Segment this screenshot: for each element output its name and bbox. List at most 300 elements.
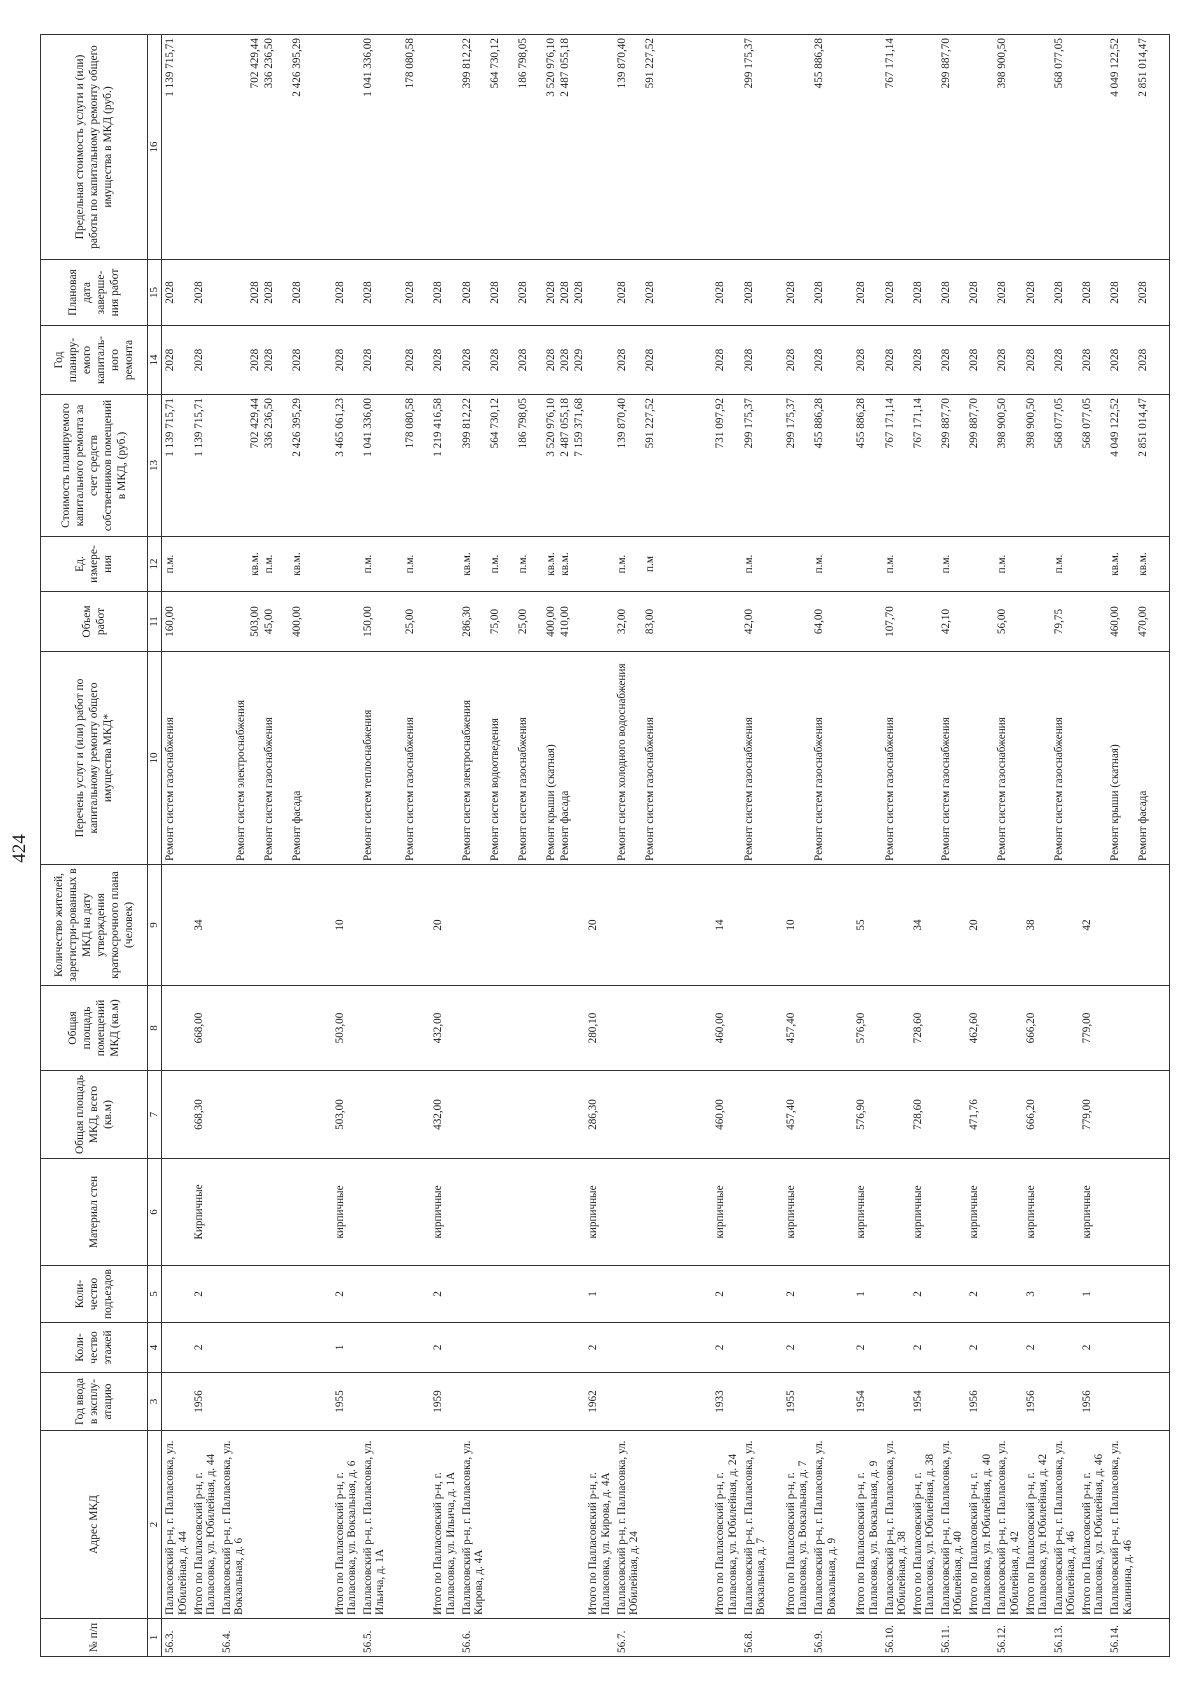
table-cell: 2028 [784,281,797,304]
repair-cost-column [162,395,1170,537]
residents-column [162,865,1170,986]
table-cell: 460,00 [1109,606,1122,637]
column-header: Перечень услуг и (или) работ по капитальному ремонту общего имущества МКД* [41,652,148,865]
table-cell: п.м. [996,554,1009,574]
table-cell: Палласовский р-н, г. Палласовка, ул. Юбилейная, д. 38 [883,1440,908,1615]
table-cell: 2 851 014,47 [1137,38,1150,97]
table-cell: 455 886,28 [855,398,868,449]
table-cell: Ремонт систем газоснабжения [164,717,177,861]
column-index: 10 [148,652,162,865]
table-cell: Ремонт систем газоснабжения [1052,717,1065,861]
table-cell: 767 171,14 [883,398,896,449]
table-cell: Ремонт систем газоснабжения [516,717,529,861]
table-cell: Итого по Палласовский р-н, г. Палласовка, ул. Юбилейная, д. 46 [1080,1453,1106,1615]
table-cell: 457,40 [784,1012,797,1044]
table-cell: 2028 [361,281,374,304]
table-cell: Итого по Палласовский р-н, г. Палласовка, ул. Юбилейная, д. 42 [1024,1453,1049,1615]
column-header: Количество жителей, зарегистри-рованных в МКД на дату утверждения краткосрочного плана (человек) [41,865,148,986]
table-cell: 2028 [488,348,501,372]
table-cell: 2 [432,1344,445,1351]
capital-repair-table [40,34,1170,1657]
table-cell: Палласовский р-н, г. Палласовка, ул. Кирова, д. 4А [460,1440,485,1615]
table-cell: 56.8. [742,1630,755,1653]
table-cell: 25,00 [404,608,417,635]
column-index-row [148,35,162,1657]
table-cell: 767 171,14 [883,38,896,89]
table-cell: 503,00 [333,1099,346,1130]
work-volume-column [162,592,1170,652]
table-cell: 4 049 122,52 [1109,38,1122,97]
table-cell: Ремонт систем газоснабжения [883,717,896,861]
column-index: 16 [148,35,162,260]
table-cell: 470,00 [1137,606,1150,637]
table-cell: кирпичные [968,1185,981,1239]
table-cell: 2028 [432,348,445,372]
table-cell: 460,00 [714,1099,727,1130]
table-cell: Итого по Палласовский р-н, г. Палласовка, ул. Вокзальная, д. 9 [855,1460,880,1615]
table-cell: 56.12. [996,1625,1009,1653]
table-cell: 1955 [333,1390,346,1413]
table-cell: 139 870,40 [615,398,628,449]
table-cell: 14 [714,919,727,931]
wall-material-column [162,1159,1170,1266]
table-cell: 779,00 [1080,1099,1093,1130]
table-cell: 45,00 [263,608,276,635]
table-cell: 186 798,05 [516,38,529,89]
table-cell: 56.7. [615,1630,628,1653]
table-cell: 2 [192,1344,205,1351]
table-cell: 2028 [192,281,205,304]
table-cell: 1 041 336,00 [361,398,374,457]
table-cell: 2 [1024,1344,1037,1351]
table-cell: 2028 [939,281,952,304]
table-cell: 2028 [883,281,896,304]
table-cell: 591 227,52 [643,38,656,89]
table-cell: Кирпичные [192,1184,205,1240]
table-cell: 2028 [615,281,628,304]
table-cell: 2028 [742,281,755,304]
table-cell: 280,10 [587,1012,600,1044]
table-cell: 2028 [643,348,656,372]
table-cell: 462,60 [968,1012,981,1044]
table-cell: 299 175,37 [784,398,797,449]
table-cell: 1 139 715,71 [164,398,177,457]
table-cell: 2028 [559,348,572,372]
column-index: 14 [148,326,162,395]
table-cell: кирпичные [432,1185,445,1239]
table-cell: 471,76 [968,1099,981,1130]
table-cell: кирпичные [333,1185,346,1239]
table-cell: Ремонт фасада [559,790,572,861]
table-cell: 2 [432,1291,445,1297]
table-cell: 1954 [911,1390,924,1413]
table-cell: 1 219 416,58 [432,398,445,457]
table-cell: 4 049 122,52 [1109,398,1122,457]
column-header: Год ввода в эксплу-атацию [41,1373,148,1431]
table-cell: 2028 [996,348,1009,372]
table-cell: 702 429,44 [249,38,261,89]
table-cell: 56.6. [460,1630,473,1653]
table-cell: 731 097,92 [714,398,727,449]
table-cell: 2028 [263,281,276,304]
table-cell: Ремонт систем газоснабжения [404,717,417,861]
table-cell: п.м. [488,554,501,574]
table-cell: 2028 [291,281,304,304]
floors-column [162,1323,1170,1373]
column-index: 12 [148,537,162,592]
table-cell: 2028 [813,348,825,372]
works-list-column [162,652,1170,865]
table-cell: 299 175,37 [742,38,755,89]
column-index: 15 [148,260,162,326]
table-cell: Ремонт систем газоснабжения [643,717,656,861]
table-cell: 2 851 014,47 [1137,398,1150,457]
table-cell: 668,00 [192,1012,205,1044]
table-cell: 1959 [432,1390,445,1413]
column-header: Адрес МКД [41,1431,148,1619]
table-cell: 2 487 055,18 [559,38,572,97]
table-cell: 2028 [164,348,177,372]
table-cell: 2 [855,1344,868,1351]
table-cell: п.м [643,556,656,572]
table-cell: 2028 [333,281,346,304]
table-cell: 2 426 395,29 [291,38,304,97]
table-cell: 150,00 [361,606,374,637]
page-number: 424 [9,834,30,863]
table-cell: Ремонт систем газоснабжения [996,717,1009,861]
table-cell: кв.м. [1109,552,1122,576]
table-cell: 564 730,12 [488,38,501,89]
table-cell: 398 900,50 [996,38,1009,89]
table-cell: 728,60 [911,1099,924,1130]
table-cell: 3 465 061,23 [333,398,346,457]
table-cell: 139 870,40 [615,38,628,89]
table-cell: 1954 [855,1390,868,1413]
column-header: № п/п [41,1619,148,1657]
max-cost-column [162,35,1170,260]
column-index: 9 [148,865,162,986]
table-cell: п.м. [883,554,896,574]
table-cell: п.м. [404,554,417,574]
table-cell: 2028 [404,281,417,304]
table-cell: 2028 [855,281,868,304]
table-cell: Итого по Палласовский р-н, г. Палласовка, ул. Юбилейная, д. 24 [714,1453,739,1615]
table-cell: 64,00 [813,608,825,635]
table-cell: 2028 [460,348,473,372]
column-header: Коли-чество подъездов [41,1266,148,1323]
table-cell: 1955 [784,1390,797,1413]
table-cell: 1956 [968,1390,981,1413]
table-cell: 2028 [968,281,981,304]
table-cell: кв.м. [291,552,304,576]
premises-area-column [162,986,1170,1071]
column-index: 7 [148,1071,162,1159]
table-cell: п.м. [516,554,529,574]
table-cell: 2028 [643,281,656,304]
table-cell: 160,00 [164,606,177,637]
column-index: 5 [148,1266,162,1323]
column-index: 6 [148,1159,162,1266]
table-cell: п.м. [361,554,374,574]
table-cell: 2 [968,1291,981,1297]
column-index: 13 [148,395,162,537]
table-cell: 399 812,22 [460,38,473,89]
table-cell: 728,60 [911,1012,924,1044]
table-cell: 2 [333,1291,346,1297]
table-cell: 299 887,70 [968,398,981,449]
table-cell: 3 [1024,1291,1037,1297]
table-cell: 2028 [361,348,374,372]
table-cell: Палласовский р-н, г. Палласовка, ул. Юбилейная, д. 42 [996,1440,1021,1615]
table-cell: 400,00 [545,606,558,637]
table-cell: Ремонт систем газоснабжения [263,717,276,861]
table-cell: кирпичные [784,1185,797,1239]
column-index: 1 [148,1619,162,1657]
table-cell: п.м. [263,554,276,574]
table-cell: Итого по Палласовский р-н, г. Палласовка, ул. Ильича, д. 1А [432,1471,457,1615]
table-cell: 2 426 395,29 [291,398,304,457]
table-cell: 398 900,50 [996,398,1009,449]
table-cell: 2028 [249,281,261,304]
table-cell: 2028 [1024,348,1037,372]
table-cell: 2028 [164,281,177,304]
table-cell: п.м. [813,554,825,574]
table-cell: 2028 [813,281,825,304]
table-cell: 56.4. [220,1630,233,1653]
table-cell: 2028 [939,348,952,372]
table-cell: 702 429,44 [249,398,261,449]
table-cell: 2 [911,1291,924,1297]
table-cell: Палласовский р-н, г. Палласовка, ул. Вокзальная, д. 9 [813,1440,838,1615]
table-cell: Итого по Палласовский р-н, г. Палласовка, ул. Кирова, д. 4А [587,1472,612,1615]
row-number-column [162,1619,1170,1657]
table-cell: 564 730,12 [488,398,501,449]
table-cell: 1956 [192,1390,205,1413]
table-cell: 2028 [192,348,205,372]
table-cell: 56.10. [883,1625,896,1653]
table-cell: 32,00 [615,608,628,635]
table-cell: 432,00 [432,1099,445,1130]
table-cell: Ремонт систем электроснабжения [460,700,473,861]
table-cell: 1933 [714,1390,727,1413]
unit-column [162,537,1170,592]
table-cell: 457,40 [784,1099,797,1130]
table-cell: 299 175,37 [742,398,755,449]
table-cell: Итого по Палласовский р-н, г. Палласовка, ул. Юбилейная, д. 40 [968,1453,993,1615]
table-cell: кирпичные [855,1185,868,1239]
table-cell: 42 [1080,919,1093,931]
table-cell: 2028 [559,281,572,304]
table-cell: 668,30 [192,1099,205,1130]
table-cell: кв.м. [249,552,261,576]
table-cell: 591 227,52 [643,398,656,449]
table-cell: 2028 [911,281,924,304]
table-cell: 1 [1080,1291,1093,1297]
table-cell: 2 [1080,1344,1093,1351]
table-cell: 2028 [488,281,501,304]
table-cell: 20 [587,919,600,931]
table-cell: 398 900,50 [1024,398,1037,449]
table-cell: 20 [968,919,981,931]
table-cell: 1 [587,1291,600,1297]
table-cell: 400,00 [291,606,304,637]
table-cell: 42,10 [939,608,952,635]
table-cell: кирпичные [714,1185,727,1239]
table-cell: кв.м. [460,552,473,576]
table-cell: Ремонт систем газоснабжения [813,717,825,861]
table-cell: 56.5. [361,1630,374,1653]
header-row [41,35,148,1657]
column-index: 2 [148,1431,162,1619]
table-cell: 2 [714,1344,727,1351]
table-cell: Палласовский р-н, г. Палласовка, ул. Юбилейная, д. 44 [164,1440,189,1615]
table-cell: 2028 [291,348,304,372]
table-cell: 2028 [249,348,261,372]
table-cell: 3 520 976,10 [545,398,558,457]
table-cell: Итого по Палласовский р-н, г. Палласовка, ул. Юбилейная, д. 44 [192,1453,218,1615]
table-cell: кв.м. [545,552,558,576]
table-cell: 2028 [615,348,628,372]
table-body-row [162,35,1170,1657]
table-cell: кирпичные [1024,1185,1037,1239]
total-area-column [162,1071,1170,1159]
table-cell: 2029 [573,348,586,372]
table-cell: Палласовский р-н, г. Палласовка, ул. Ильича, д. 1А [361,1440,387,1615]
column-header: Объем работ [41,592,148,652]
table-cell: 2028 [573,281,586,304]
table-cell: 2028 [432,281,445,304]
table-cell: Ремонт систем газоснабжения [939,717,952,861]
table-cell: Итого по Палласовский р-н, г. Палласовка, ул. Вокзальная, д. 6 [333,1460,359,1615]
table-cell: Ремонт систем теплоснабжения [361,709,374,861]
table-cell: Ремонт фасада [1137,790,1150,861]
table-cell: 1962 [587,1390,600,1413]
table-cell: кирпичные [587,1185,600,1239]
table-cell: 336 236,50 [263,398,276,449]
column-header: Стоимость планируемого капитального ремонта за счет средств собственников помещений в МКД, (руб.) [41,395,148,537]
table-cell: 2028 [968,348,981,372]
table-cell: 767 171,14 [911,398,924,449]
table-cell: 568 077,05 [1080,398,1093,449]
table-cell: 2028 [1109,348,1122,372]
table-cell: Ремонт систем электроснабжения [234,700,247,861]
table-cell: 10 [784,919,797,931]
entrances-column [162,1266,1170,1323]
table-cell: 2028 [333,348,346,372]
table-cell: 3 520 976,10 [545,38,558,97]
table-cell: 56,00 [996,608,1009,635]
table-cell: 38 [1024,919,1037,931]
table-cell: 576,90 [855,1099,868,1130]
table-cell: 56.14. [1109,1625,1122,1653]
table-cell: 2 [784,1291,797,1297]
table-cell: 576,90 [855,1012,868,1044]
table-cell: 10 [333,919,346,931]
column-index: 4 [148,1323,162,1373]
table-cell: 1 [855,1291,868,1297]
table-cell: Палласовский р-н, г. Палласовка, ул. Юбилейная, д. 46 [1052,1440,1078,1615]
column-header: Плановая дата заверше-ния работ [41,260,148,326]
table-cell: 42,00 [742,608,755,635]
table-cell: 2028 [1080,281,1093,304]
table-cell: 2 [911,1344,924,1351]
table-cell: 503,00 [333,1012,346,1044]
table-cell: 286,30 [587,1099,600,1130]
table-cell: 56.11. [939,1625,952,1653]
table-cell: 34 [911,919,924,931]
column-header: Предельная стоимость услуги и (или) работы по капитальному ремонту общего имущества в МКД (руб.) [41,35,148,260]
table-cell: 666,20 [1024,1012,1037,1044]
table-cell: 83,00 [643,608,656,635]
table-cell: 2028 [1080,348,1093,372]
column-header: Коли-чество этажей [41,1323,148,1373]
table-cell: 20 [432,919,445,931]
table-cell: Палласовский р-н, г. Палласовка, ул. Юбилейная, д. 40 [939,1440,965,1615]
table-cell: 56.3. [164,1630,177,1653]
table-cell: 299 887,70 [939,398,952,449]
table-cell: Палласовский р-н, г. Палласовка, ул. Вокзальная, д. 6 [220,1440,246,1615]
table-cell: 1956 [1080,1390,1093,1413]
table-cell: 286,30 [460,606,473,637]
table-cell: 568 077,05 [1052,398,1065,449]
table-cell: 2028 [996,281,1009,304]
table-cell: кв.м. [559,552,572,576]
table-cell: 2 [587,1344,600,1351]
completion-date-column [162,260,1170,326]
table-cell: 399 812,22 [460,398,473,449]
table-cell: 1 [333,1344,346,1351]
table-cell: 2028 [1137,281,1150,304]
table-cell: 2 [714,1291,727,1297]
table-cell: 2028 [1137,348,1150,372]
table-cell: п.м. [939,554,952,574]
table-cell: 178 080,58 [404,398,417,449]
table-cell: 107,70 [883,606,896,637]
table-cell: 2 [968,1344,981,1351]
table-cell: Ремонт систем газоснабжения [742,717,755,861]
table-cell: 666,20 [1024,1099,1037,1130]
table-cell: 25,00 [516,608,529,635]
column-header: Общая площадь помещений МКД (кв.м) [41,986,148,1071]
year-built-column [162,1373,1170,1431]
table-cell: 178 080,58 [404,38,417,89]
table-cell: 2028 [516,348,529,372]
column-index: 3 [148,1373,162,1431]
table-cell: 2028 [714,348,727,372]
table-cell: 56.13. [1052,1625,1065,1653]
table-cell: 2028 [516,281,529,304]
table-cell: п.м. [1052,554,1065,574]
table-cell: 2028 [911,348,924,372]
table-cell: п.м. [742,554,755,574]
table-cell: 2028 [1052,281,1065,304]
column-header: Ед. измере-ния [41,537,148,592]
table-cell: 2028 [784,348,797,372]
table-cell: 2028 [855,348,868,372]
table-cell: 75,00 [488,608,501,635]
table-cell: 432,00 [432,1012,445,1044]
table-cell: 2028 [1052,348,1065,372]
table-cell: кирпичные [1080,1185,1093,1239]
table-cell: Ремонт крыши (скатная) [545,744,558,861]
table-cell: 2028 [545,281,558,304]
table-cell: Палласовский р-н, г. Палласовка, ул. Вокзальная, д. 7 [742,1440,767,1615]
table-cell: кв.м. [1137,552,1150,576]
table-cell: 1 041 336,00 [361,38,374,97]
table-cell: 503,00 [249,606,261,637]
column-header: Материал стен [41,1159,148,1266]
table-cell: Итого по Палласовский р-н, г. Палласовка, ул. Вокзальная, д. 7 [784,1460,810,1615]
